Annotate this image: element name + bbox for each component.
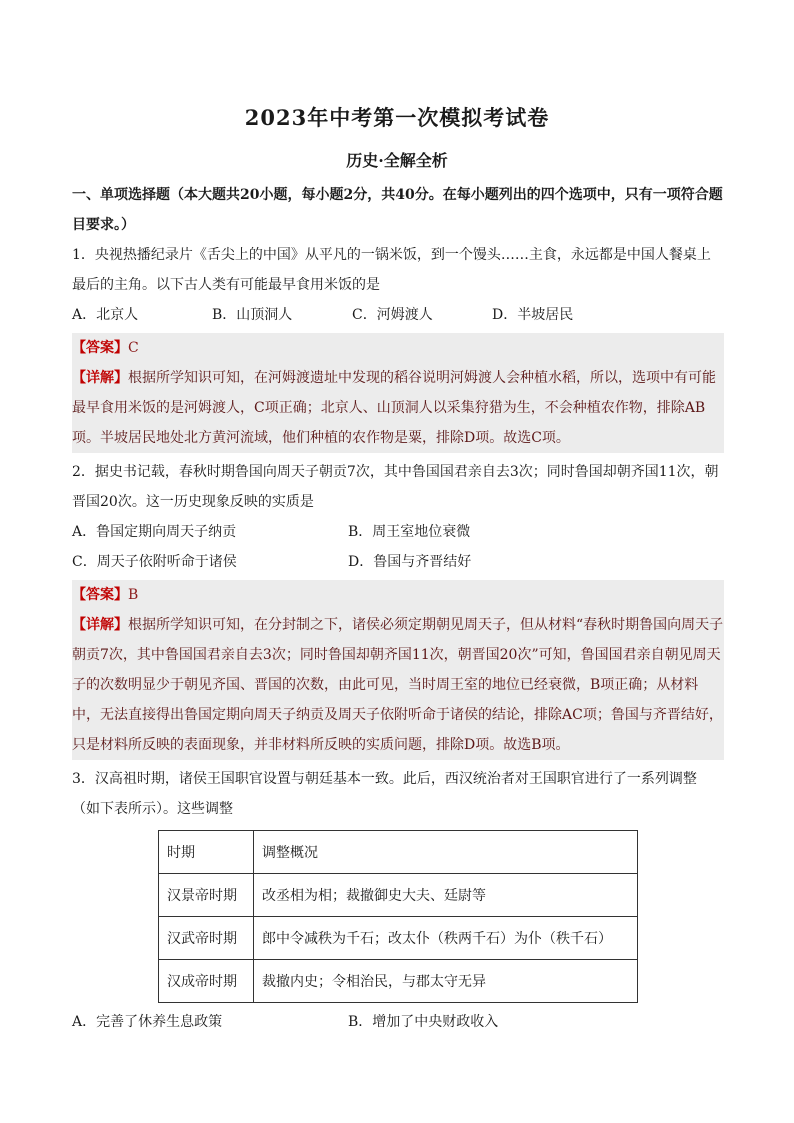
table-cell: 汉景帝时期 (159, 874, 254, 917)
table-cell: 裁撤内史；令相治民，与郡太守无异 (254, 960, 638, 1003)
option-b: B．增加了中央财政收入 (348, 1014, 499, 1030)
table-header-cell: 时期 (159, 831, 254, 874)
table-row (159, 917, 638, 960)
section-heading: 一、单项选择题（本大题共20小题，每小题2分，共40分。在每小题列出的四个选项中，只有一项符合题目要求。） (72, 187, 723, 233)
option-b: B．山顶洞人 (212, 307, 293, 323)
detail-text: 根据所学知识可知，在河姆渡遗址中发现的稻谷说明河姆渡人会种植水稻，所以，选项中有可能最早食用米饭的是河姆渡人，C项正确；北京人、山顶洞人以采集狩猎为生，不会种植农作物，排除AB项。半坡居民地处北方黄河流域，他们种植的农作物是粟，排除D项。故选C项。 (72, 370, 716, 446)
detail-text: 根据所学知识可知，在分封制之下，诸侯必须定期朝见周天子，但从材料“春秋时期鲁国向周天子朝贡7次，其中鲁国国君亲自去3次；同时鲁国却朝齐国11次，朝晋国20次”可知，鲁国国君亲自朝见周天子的次数明显少于朝见齐国、晋国的次数，由此可见，当时周王室的地位已经衰微，B项正确；从材料中，无法直接得出鲁国定期向周天子纳贡及周天子依附听命于诸侯的结论，排除AC项；鲁国与齐晋结好，只是材料所反映的表面现象，并非材料所反映的实质问题，排除D项。故选B项。 (72, 617, 724, 753)
question-2-stem: 2．据史书记载，春秋时期鲁国向周天子朝贡7次，其中鲁国国君亲自去3次；同时鲁国却朝齐国11次，朝晋国20次。这一历史现象反映的实质是 (72, 464, 719, 510)
answer-value: C (128, 340, 139, 356)
official-adjustment-table (158, 830, 638, 1003)
answer-tag: 【答案】 (72, 340, 128, 356)
option-d: D．半坡居民 (492, 307, 574, 323)
question-1-options (72, 300, 724, 330)
question-1-answer-block (72, 333, 724, 453)
option-a: A．鲁国定期向周天子纳贡 (72, 524, 237, 540)
table-row (159, 960, 638, 1003)
option-c: C．周天子依附听命于诸侯 (72, 554, 237, 570)
detail-tag: 【详解】 (72, 370, 128, 386)
option-a: A．北京人 (72, 307, 139, 323)
answer-tag: 【答案】 (72, 587, 128, 603)
option-d: D．鲁国与齐晋结好 (348, 554, 472, 570)
question-3-options-row1 (72, 1007, 724, 1037)
exam-content (72, 180, 724, 1037)
detail-tag: 【详解】 (72, 617, 128, 633)
table-header-row (159, 831, 638, 874)
table-cell: 改丞相为相；裁撤御史大夫、廷尉等 (254, 874, 638, 917)
option-a: A．完善了休养生息政策 (72, 1014, 223, 1030)
table-cell: 汉武帝时期 (159, 917, 254, 960)
question-2-options-row2 (72, 547, 724, 577)
answer-value: B (128, 587, 139, 603)
question-1-stem: 1．央视热播纪录片《舌尖上的中国》从平凡的一锅米饭，到一个馒头……主食，永远都是中国人餐桌上最后的主角。以下古人类有可能最早食用米饭的是 (72, 247, 711, 293)
option-c: C．河姆渡人 (352, 307, 433, 323)
exam-title: 2023年中考第一次模拟考试卷 (244, 105, 550, 130)
question-2-answer-block (72, 580, 724, 760)
question-2-options-row1 (72, 517, 724, 547)
table-header-cell: 调整概况 (254, 831, 638, 874)
exam-subtitle: 历史·全解全析 (346, 151, 448, 170)
table-cell: 郎中令减秩为千石；改太仆（秩两千石）为仆（秩千石） (254, 917, 638, 960)
table-row (159, 874, 638, 917)
option-b: B．周王室地位衰微 (348, 524, 471, 540)
question-3-stem: 3．汉高祖时期，诸侯王国职官设置与朝廷基本一致。此后，西汉统治者对王国职官进行了一系列调整（如下表所示）。这些调整 (72, 771, 697, 817)
table-cell: 汉成帝时期 (159, 960, 254, 1003)
